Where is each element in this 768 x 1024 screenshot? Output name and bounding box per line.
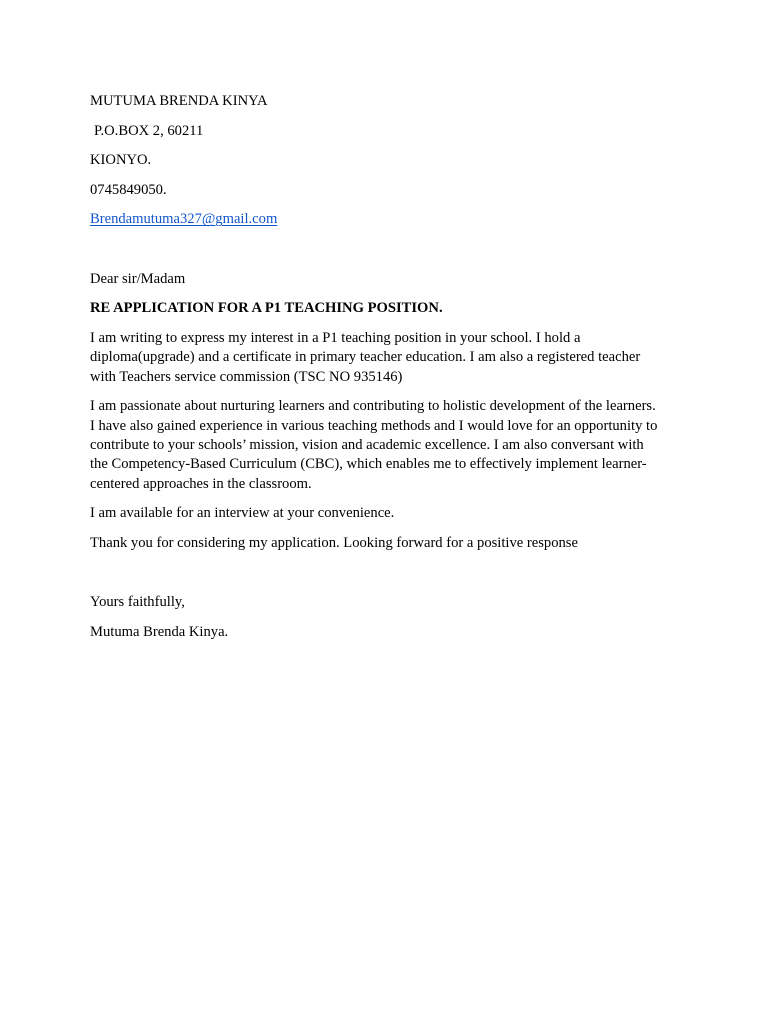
body-paragraph-2-line-3: contribute to your schools’ mission, vision and academic excellence. I am also conversant with bbox=[90, 436, 644, 453]
valediction: Yours faithfully, bbox=[90, 594, 185, 611]
body-paragraph-4: Thank you for considering my application. Looking forward for a positive response bbox=[90, 534, 578, 551]
body-paragraph-2-line-5: centered approaches in the classroom. bbox=[90, 475, 312, 492]
body-paragraph-2-line-1: I am passionate about nurturing learners and contributing to holistic development of the learners. bbox=[90, 398, 656, 415]
body-paragraph-1-line-1: I am writing to express my interest in a P1 teaching position in your school. I hold a bbox=[90, 329, 581, 346]
body-paragraph-3: I am available for an interview at your convenience. bbox=[90, 505, 395, 522]
sender-town: KIONYO. bbox=[90, 152, 152, 169]
signature-name: Mutuma Brenda Kinya. bbox=[90, 623, 229, 640]
body-paragraph-1-line-2: diploma(upgrade) and a certificate in primary teacher education. I am also a registered teacher bbox=[90, 349, 641, 366]
sender-email-link[interactable]: Brendamutuma327@gmail.com bbox=[90, 211, 278, 228]
body-paragraph-2-line-4: the Competency-Based Curriculum (CBC), which enables me to effectively implement learner- bbox=[90, 456, 647, 473]
body-paragraph-2 bbox=[90, 397, 690, 494]
sender-name: MUTUMA BRENDA KINYA bbox=[90, 93, 268, 109]
subject-line: RE APPLICATION FOR A P1 TEACHING POSITION. bbox=[90, 300, 443, 317]
body-paragraph-1-line-3: with Teachers service commission (TSC NO 935146) bbox=[90, 368, 403, 385]
sender-phone: 0745849050. bbox=[90, 181, 167, 198]
sender-address: P.O.BOX 2, 60211 bbox=[94, 122, 204, 139]
body-paragraph-2-line-2: I have also gained experience in various teaching methods and I would love for an opportunity to bbox=[90, 417, 658, 434]
letter-body bbox=[90, 92, 690, 652]
sender-email-line bbox=[90, 210, 690, 229]
blank-line bbox=[90, 564, 690, 583]
body-paragraph-1 bbox=[90, 329, 690, 387]
blank-line bbox=[90, 240, 690, 259]
salutation: Dear sir/Madam bbox=[90, 270, 186, 287]
